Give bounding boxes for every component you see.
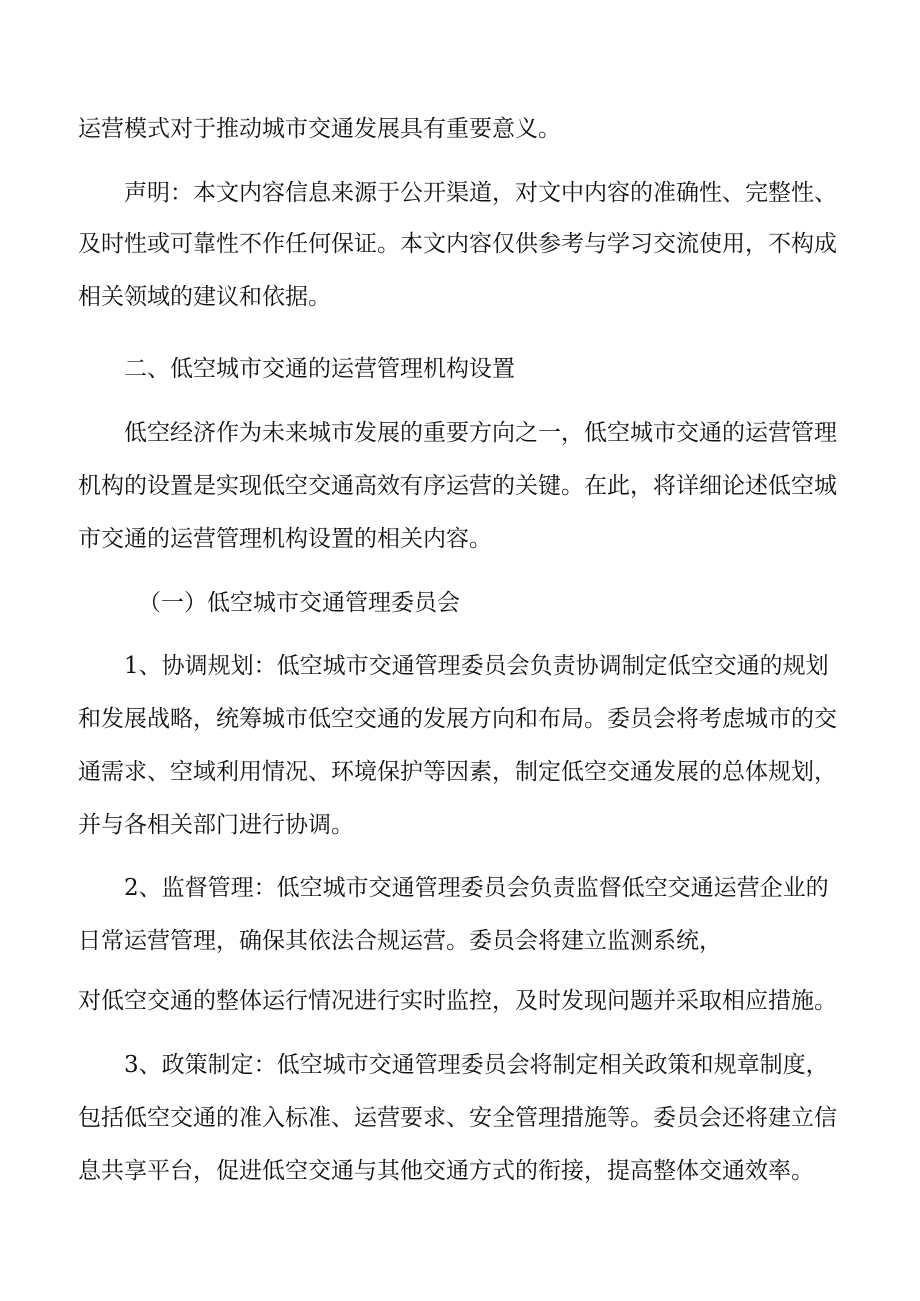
body-text-line: 运营模式对于推动城市交通发展具有重要意义。: [78, 116, 561, 142]
subsection-heading: （一）低空城市交通管理委员会: [138, 590, 460, 616]
disclaimer-line: 声明：本文内容信息来源于公开渠道，对文中内容的准确性、完整性、: [124, 180, 837, 206]
list-item-line: 息共享平台，促进低空交通与其他交通方式的衔接，提高整体交通效率。: [78, 1158, 814, 1184]
list-item-line: 2、监督管理：低空城市交通管理委员会负责监督低空交通运营企业的: [124, 875, 829, 901]
body-text-line: 低空经济作为未来城市发展的重要方向之一，低空城市交通的运营管理: [124, 420, 837, 446]
list-item-line: 日常运营管理，确保其依法合规运营。委员会将建立监测系统，: [78, 928, 722, 954]
list-item-line: 和发展战略，统筹城市低空交通的发展方向和布局。委员会将考虑城市的交: [78, 706, 837, 732]
list-item-line: 并与各相关部门进行协调。: [78, 812, 354, 838]
section-heading: 二、低空城市交通的运营管理机构设置: [124, 356, 515, 382]
list-item-line: 1、协调规划：低空城市交通管理委员会负责协调制定低空交通的规划: [124, 653, 829, 679]
list-item-line: 通需求、空域利用情况、环境保护等因素，制定低空交通发展的总体规划，: [78, 759, 837, 785]
list-item-line: 3、政策制定：低空城市交通管理委员会将制定相关政策和规章制度，: [124, 1052, 829, 1078]
body-text-line: 市交通的运营管理机构设置的相关内容。: [78, 526, 492, 552]
list-item-line: 对低空交通的整体运行情况进行实时监控，及时发现问题并采取相应措施。: [78, 988, 837, 1014]
disclaimer-line: 相关领域的建议和依据。: [78, 284, 331, 310]
list-item-line: 包括低空交通的准入标准、运营要求、安全管理措施等。委员会还将建立信: [78, 1105, 837, 1131]
disclaimer-line: 及时性或可靠性不作任何保证。本文内容仅供参考与学习交流使用，不构成: [78, 231, 837, 257]
body-text-line: 机构的设置是实现低空交通高效有序运营的关键。在此，将详细论述低空城: [78, 473, 837, 499]
